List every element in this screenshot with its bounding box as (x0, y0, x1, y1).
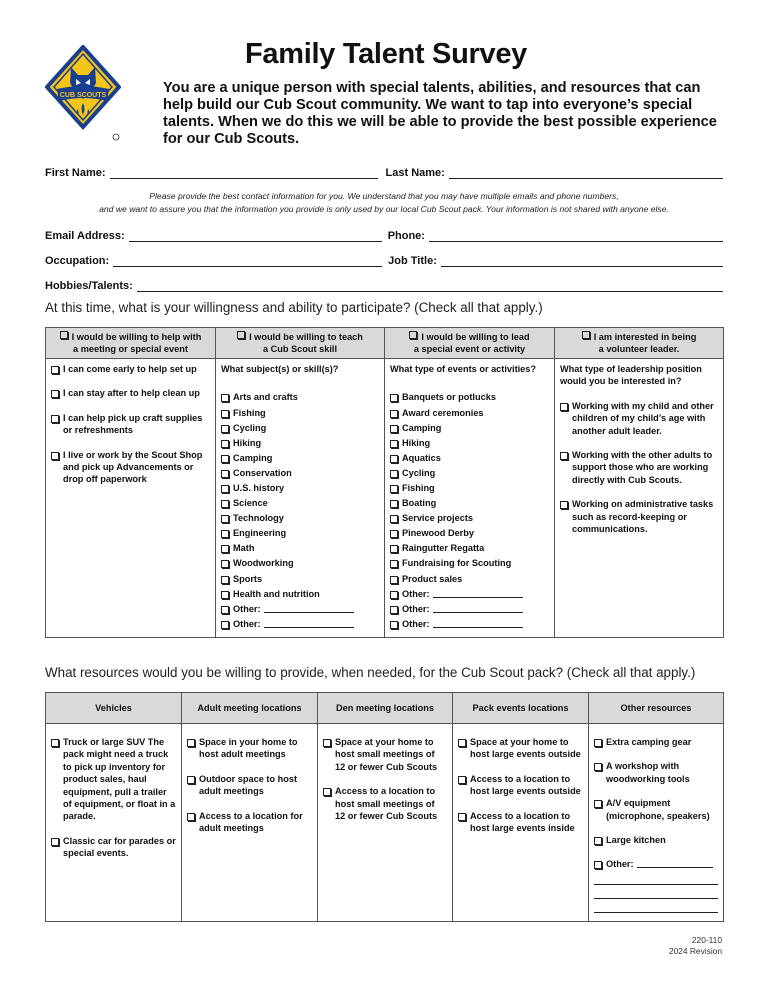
list-item[interactable] (390, 573, 549, 585)
checkbox[interactable] (221, 545, 229, 553)
phone-field[interactable] (429, 231, 723, 242)
item-label: Health and nutrition (233, 588, 320, 599)
checkbox[interactable] (594, 763, 602, 771)
list-item[interactable] (390, 527, 549, 539)
header-line: I would be willing to teach (249, 332, 363, 342)
checkbox[interactable] (458, 813, 466, 821)
list-item[interactable] (221, 391, 379, 403)
checkbox[interactable] (60, 331, 68, 339)
checkbox[interactable] (323, 788, 331, 796)
item-label: Boating (402, 498, 437, 509)
item-label: Cycling (233, 422, 267, 433)
checkbox[interactable] (390, 530, 398, 538)
other-blank-line[interactable] (594, 888, 718, 899)
item-label: Product sales (402, 573, 463, 584)
item-label: I live or work by the Scout Shop and pick up Advancements or drop off paperwork (63, 449, 203, 485)
list-item[interactable] (51, 736, 176, 823)
list-item[interactable] (390, 542, 549, 554)
first-name-label: First Name: (45, 167, 106, 179)
item-label: Other: (402, 618, 430, 629)
checkbox[interactable] (390, 500, 398, 508)
item-label: Working with my child and other children of my child’s age with another adult leader. (572, 400, 714, 436)
item-label: Space in your home to host adult meetings (199, 737, 298, 760)
occupation-label: Occupation: (45, 255, 110, 267)
teach-skill-cell (216, 359, 385, 638)
item-label: Extra camping gear (606, 737, 692, 747)
header-line: a volunteer leader. (598, 344, 680, 354)
list-item[interactable] (390, 588, 549, 600)
item-label: Outdoor space to host adult meetings (199, 773, 298, 797)
checkbox[interactable] (51, 739, 59, 747)
item-label: Fundraising for Scouting (402, 558, 512, 569)
item-label: I can stay after to help clean up (63, 388, 200, 399)
occupation-field[interactable] (113, 256, 382, 267)
form-code: 220-110 (691, 935, 722, 945)
checkbox[interactable] (390, 621, 398, 629)
checkbox[interactable] (237, 331, 245, 339)
item-label: Access to a location to host small meetings of 12 or fewer Cub Scouts (335, 786, 438, 822)
checkbox[interactable] (582, 331, 590, 339)
list-item[interactable] (221, 542, 379, 554)
list-item[interactable] (594, 858, 718, 870)
other-blank[interactable] (433, 588, 523, 598)
checkbox[interactable] (390, 591, 398, 599)
leadership-question: What type of leadership position would you be interested in? (560, 364, 702, 387)
resources-table (45, 692, 724, 922)
page-title: Family Talent Survey (245, 38, 527, 70)
list-item[interactable] (323, 785, 447, 822)
list-item[interactable] (221, 467, 379, 479)
checkbox[interactable] (221, 410, 229, 418)
item-label: Space at your home to host small meetings of 12 or fewer Cub Scouts (335, 737, 438, 772)
list-item[interactable] (560, 449, 718, 486)
other-blank[interactable] (433, 618, 523, 628)
item-label: A workshop with woodworking tools (606, 761, 690, 784)
name-row (45, 163, 723, 179)
checkbox[interactable] (390, 394, 398, 402)
resources-question: What resources would you be willing to provide, when needed, for the Cub Scout pack? (Check all that apply.) (45, 665, 696, 680)
logo-banner-text: CUB SCOUTS (59, 92, 107, 99)
item-label: Other: (402, 588, 430, 599)
job-title-field[interactable] (441, 256, 723, 267)
checkbox[interactable] (594, 739, 602, 747)
privacy-note (45, 190, 723, 216)
checkbox[interactable] (187, 813, 195, 821)
list-item[interactable] (594, 797, 718, 822)
checkbox[interactable] (221, 621, 229, 629)
list-item[interactable] (221, 603, 379, 615)
phone-label: Phone: (387, 230, 425, 242)
checkbox[interactable] (323, 739, 331, 747)
list-item[interactable] (390, 467, 549, 479)
header-teach-skill (216, 328, 385, 359)
header-den-meeting: Den meeting locations (318, 693, 453, 724)
item-label: Access to a location for adult meetings (199, 810, 303, 834)
checkbox[interactable] (51, 452, 59, 460)
item-label: Truck or large SUV The pack might need a truck to pick up inventory for product sales, haul equipment, pull a trailer of equipment, or float in a parade. (63, 737, 176, 822)
item-label: Cycling (402, 467, 436, 478)
item-label: Access to a location to host large events outside (470, 773, 581, 797)
list-item[interactable] (390, 391, 549, 403)
vehicles-cell (46, 724, 182, 922)
item-label: Hiking (233, 437, 262, 448)
item-label: Classic car for parades or special events. (63, 835, 176, 859)
list-item[interactable] (594, 736, 718, 748)
item-label: Other: (233, 603, 261, 614)
checkbox[interactable] (390, 485, 398, 493)
checkbox[interactable] (221, 530, 229, 538)
other-blank[interactable] (433, 603, 523, 613)
hobbies-field[interactable] (137, 281, 723, 292)
item-label: Arts and crafts (233, 392, 298, 403)
checkbox[interactable] (221, 470, 229, 478)
events-list (390, 391, 549, 630)
checkbox[interactable] (390, 440, 398, 448)
list-item[interactable] (221, 618, 379, 630)
list-item[interactable] (390, 512, 549, 524)
email-label: Email Address: (45, 230, 125, 242)
list-item[interactable] (51, 363, 210, 375)
checkbox[interactable] (409, 331, 417, 339)
item-label: Other: (233, 618, 261, 629)
item-label: I can help pick up craft supplies or refreshments (63, 412, 203, 436)
header-line: a meeting or special event (73, 344, 188, 354)
list-item[interactable] (221, 437, 379, 449)
participation-table (45, 327, 724, 638)
checkbox[interactable] (221, 440, 229, 448)
item-label: Working with the other adults to support those who are working directly with Cub Scouts. (572, 450, 713, 485)
item-label: Other: (402, 603, 430, 614)
occupation-row (45, 251, 723, 267)
den-meeting-cell (318, 724, 453, 922)
checkbox[interactable] (221, 591, 229, 599)
item-label: Other: (606, 859, 634, 870)
list-item[interactable] (221, 557, 379, 569)
other-blank-line[interactable] (594, 874, 718, 885)
list-item[interactable] (51, 449, 210, 486)
help-meeting-cell (46, 359, 216, 638)
checkbox[interactable] (221, 425, 229, 433)
list-item[interactable] (390, 497, 549, 509)
privacy-note-line-2: and we want to assure you that the information you provide is only used by our local Cub Scout pack. Your information is not shared with anyone else. (99, 204, 669, 214)
item-label: Fishing (402, 482, 435, 493)
adult-meeting-cell (182, 724, 318, 922)
checkbox[interactable] (458, 739, 466, 747)
form-footer (669, 935, 722, 957)
item-label: Service projects (402, 513, 473, 524)
checkbox[interactable] (390, 576, 398, 584)
checkbox[interactable] (594, 837, 602, 845)
checkbox[interactable] (221, 576, 229, 584)
list-item[interactable] (458, 810, 583, 835)
header-line: I would be willing to lead (421, 332, 530, 342)
volunteer-leader-cell (555, 359, 724, 638)
checkbox[interactable] (51, 390, 59, 398)
checkbox[interactable] (390, 470, 398, 478)
item-label: Science (233, 498, 268, 509)
item-label: Working on administrative tasks such as record-keeping or communications. (572, 499, 714, 535)
list-item[interactable] (221, 497, 379, 509)
job-title-label: Job Title: (388, 255, 437, 267)
item-label: Hiking (402, 437, 431, 448)
header-other-resources: Other resources (589, 693, 724, 724)
list-item[interactable] (221, 573, 379, 585)
checkbox[interactable] (390, 425, 398, 433)
item-label: Conservation (233, 467, 292, 478)
list-item[interactable] (51, 412, 210, 437)
header-vehicles: Vehicles (46, 693, 182, 724)
checkbox[interactable] (51, 838, 59, 846)
other-resources-cell (589, 724, 724, 922)
list-item[interactable] (221, 422, 379, 434)
last-name-label: Last Name: (385, 167, 445, 179)
checkbox[interactable] (221, 500, 229, 508)
checkbox[interactable] (221, 606, 229, 614)
cub-scouts-logo (45, 45, 121, 145)
item-label: Banquets or potlucks (402, 392, 496, 403)
list-item[interactable] (221, 407, 379, 419)
list-item[interactable] (187, 773, 312, 798)
list-item[interactable] (458, 773, 583, 798)
form-revision: 2024 Revision (668, 946, 722, 956)
skills-list (221, 391, 379, 630)
hobbies-row (45, 276, 723, 292)
item-label: Camping (402, 422, 442, 433)
checkbox[interactable] (221, 455, 229, 463)
checkbox[interactable] (51, 366, 59, 374)
header-line: a Cub Scout skill (262, 344, 338, 354)
list-item[interactable] (221, 588, 379, 600)
lead-event-cell (385, 359, 555, 638)
checkbox[interactable] (187, 776, 195, 784)
checkbox[interactable] (221, 394, 229, 402)
list-item[interactable] (390, 618, 549, 630)
list-item[interactable] (390, 603, 549, 615)
participation-question: At this time, what is your willingness and ability to participate? (Check all that apply.) (45, 300, 543, 315)
list-item[interactable] (560, 498, 718, 535)
list-item[interactable] (390, 422, 549, 434)
header-adult-meeting: Adult meeting locations (182, 693, 318, 724)
last-name-field[interactable] (449, 168, 723, 179)
list-item[interactable] (187, 736, 312, 761)
item-label: Raingutter Regatta (402, 543, 485, 554)
checkbox[interactable] (221, 485, 229, 493)
item-label: Pinewood Derby (402, 528, 474, 539)
item-label: A/V equipment (microphone, speakers) (606, 798, 710, 821)
checkbox[interactable] (221, 515, 229, 523)
list-item[interactable] (390, 407, 549, 419)
header-line: I would be willing to help with (71, 332, 202, 342)
list-item[interactable] (594, 760, 718, 785)
checkbox[interactable] (390, 515, 398, 523)
item-label: Aquatics (402, 452, 441, 463)
list-item[interactable] (51, 387, 210, 399)
privacy-note-line-1: Please provide the best contact information for you. We understand that you may have multiple emails and phone numbers, (149, 191, 619, 201)
list-item[interactable] (390, 437, 549, 449)
list-item[interactable] (221, 482, 379, 494)
list-item[interactable] (323, 736, 447, 773)
item-label: Large kitchen (606, 835, 666, 846)
header-line: I am interested in being (593, 332, 697, 342)
item-label: Access to a location to host large events inside (470, 810, 575, 834)
checkbox[interactable] (594, 861, 602, 869)
header-line: a special event or activity (413, 344, 526, 354)
other-blank-line[interactable] (594, 902, 718, 913)
pack-events-cell (453, 724, 589, 922)
checkbox[interactable] (221, 560, 229, 568)
item-label: Camping (233, 452, 273, 463)
header-lead-event (385, 328, 555, 359)
item-label: Fishing (233, 407, 266, 418)
checkbox[interactable] (594, 800, 602, 808)
list-item[interactable] (221, 527, 379, 539)
checkbox[interactable] (390, 410, 398, 418)
header-help-meeting (46, 328, 216, 359)
checkbox[interactable] (390, 560, 398, 568)
other-blank[interactable] (637, 858, 713, 868)
item-label: Engineering (233, 528, 287, 539)
first-name-field[interactable] (110, 168, 378, 179)
item-label: Space at your home to host large events outside (470, 737, 581, 760)
list-item[interactable] (390, 452, 549, 464)
checkbox[interactable] (560, 452, 568, 460)
email-field[interactable] (129, 231, 382, 242)
list-item[interactable] (390, 557, 549, 569)
list-item[interactable] (221, 512, 379, 524)
list-item[interactable] (51, 835, 176, 860)
item-label: Woodworking (233, 558, 294, 569)
checkbox[interactable] (390, 545, 398, 553)
checkbox[interactable] (187, 739, 195, 747)
checkbox[interactable] (51, 415, 59, 423)
events-question: What type of events or activities? (390, 364, 537, 374)
checkbox[interactable] (560, 403, 568, 411)
skills-question: What subject(s) or skill(s)? (221, 364, 339, 374)
item-label: Math (233, 543, 255, 554)
list-item[interactable] (187, 810, 312, 835)
intro-text: You are a unique person with special talents, abilities, and resources that can help build our Cub Scout community. We want to tap into everyone’s special talents. When we do this we will be able to provide the best possible experience for our Cub Scouts. (163, 80, 717, 147)
other-blank[interactable] (264, 603, 354, 613)
item-label: I can come early to help set up (63, 364, 197, 374)
checkbox[interactable] (560, 501, 568, 509)
list-item[interactable] (390, 482, 549, 494)
list-item[interactable] (560, 400, 718, 437)
item-label: Technology (233, 513, 284, 524)
other-blank[interactable] (264, 618, 354, 628)
header-pack-events: Pack events locations (453, 693, 589, 724)
checkbox[interactable] (458, 776, 466, 784)
checkbox[interactable] (390, 606, 398, 614)
item-label: Sports (233, 573, 263, 584)
hobbies-label: Hobbies/Talents: (45, 280, 133, 292)
list-item[interactable] (458, 736, 583, 761)
checkbox[interactable] (390, 455, 398, 463)
item-label: Award ceremonies (402, 407, 484, 418)
header-volunteer-leader (555, 328, 724, 359)
contact-row (45, 226, 723, 242)
list-item[interactable] (221, 452, 379, 464)
item-label: U.S. history (233, 482, 285, 493)
list-item[interactable] (594, 834, 718, 846)
